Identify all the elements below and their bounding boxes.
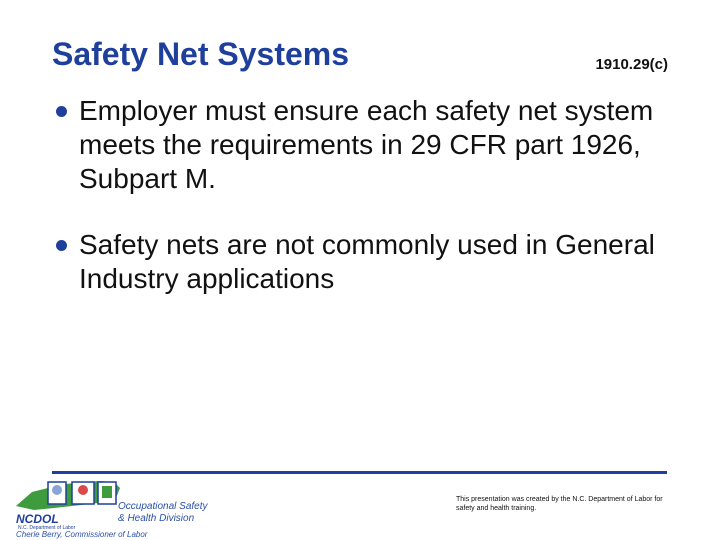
bottom-divider xyxy=(52,471,667,474)
bullet-dot-icon xyxy=(56,240,67,251)
ncdol-subtitle: N.C. Department of Labor xyxy=(18,525,76,531)
division-line-2: & Health Division xyxy=(118,513,195,524)
ncdol-wordmark: NCDOL xyxy=(16,512,59,526)
nc-state-map-icon xyxy=(14,476,124,516)
footer-note: This presentation was created by the N.C. Department of Labor for safety and health training. xyxy=(456,496,663,512)
bullet-item xyxy=(56,94,676,196)
bullet-text: Employer must ensure each safety net system meets the requirements in 29 CFR part 1926, Subpart M. xyxy=(79,95,654,194)
bullet-dot-icon xyxy=(56,106,67,117)
bullet-item xyxy=(56,228,676,296)
citation: 1910.29(c) xyxy=(595,56,668,73)
bullet-text: Safety nets are not commonly used in General Industry applications xyxy=(79,229,655,294)
ncdol-logo xyxy=(12,476,212,538)
division-line-1: Occupational Safety xyxy=(118,501,208,512)
slide-title: Safety Net Systems xyxy=(52,36,350,72)
commissioner-signature: Cherie Berry, Commissioner of Labor xyxy=(16,530,148,539)
bullet-list xyxy=(56,94,676,328)
